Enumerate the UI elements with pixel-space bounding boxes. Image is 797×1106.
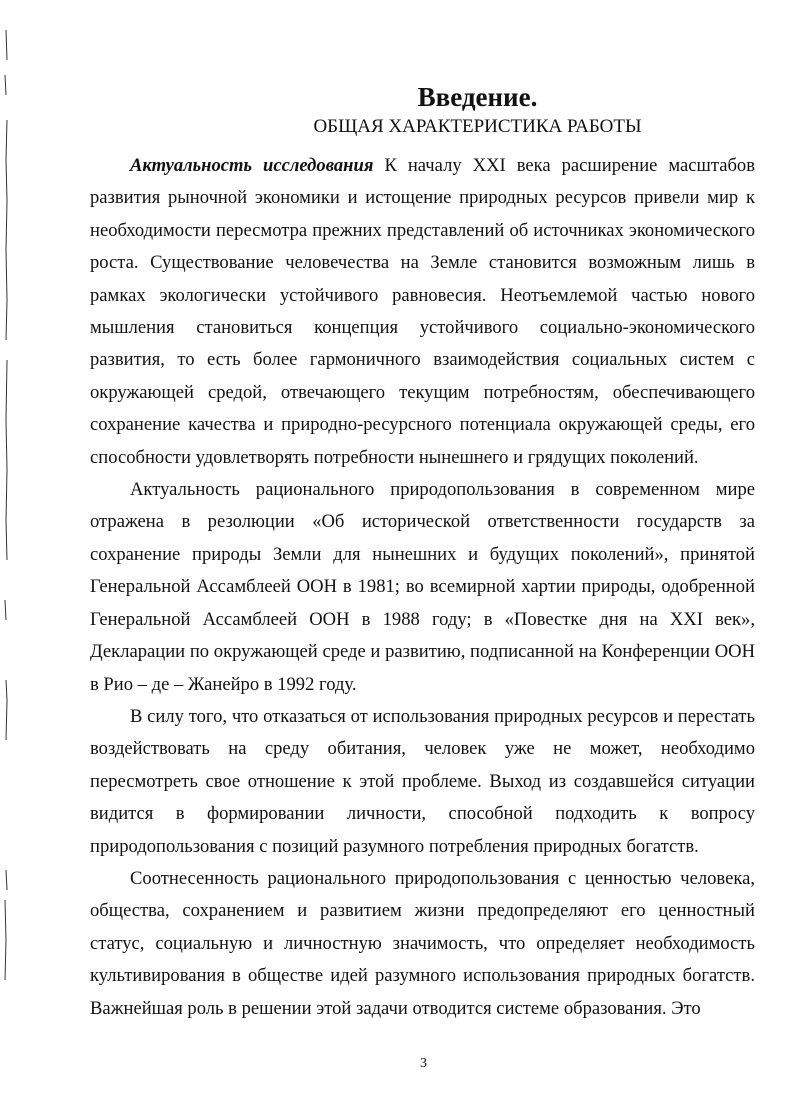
page-subtitle: ОБЩАЯ ХАРАКТЕРИСТИКА РАБОТЫ <box>313 116 642 137</box>
paragraph-text: К началу XXI века расширение масштабов развития рыночной экономики и истощение природных ресурсов привели мир к необходимости пересмотра прежних представлений об источниках экономического роста. Существование человечества на Земле становится возможным лишь в рамках экологически устойчивого равновесия. Неотъемлемой частью нового мышления становиться концепция устойчивого социально-экономического развития, то есть более гармоничного взаимодействия социальных систем с окружающей средой, отвечающего текущим потребностям, обеспечивающего сохранение качества и природно-ресурсного потенциала окружающей среды, его способности удовлетворять потребности нынешнего и грядущих поколений. <box>90 155 756 468</box>
paragraph-3: В силу того, что отказаться от использования природных ресурсов и перестать воздействовать на среду обитания, человек уже не может, необходимо пересмотреть свое отношение к этой проблеме. Выход из создавшейся ситуации видится в формировании личности, способной подходить к вопросу природопользования с позиций разумного потребления природных богатств. <box>90 705 755 857</box>
page-number: 3 <box>420 1056 427 1071</box>
page-title: Введение. <box>417 82 538 112</box>
document-page <box>90 80 755 1025</box>
paragraph-1 <box>90 150 755 474</box>
paragraph-2: Актуальность рационального природопользования в современном мире отражена в резолюции «Об исторической ответственности государств за сохранение природы Земли для нынешних и будущих поколений», принятой Генеральной Ассамблеей ООН в 1981; во всемирной хартии природы, одобренной Генеральной Ассамблеей ООН в 1988 году; в «Повестке дня на XXI век», Декларации по окружающей среде и развитию, подписанной на Конференции ООН в Рио – де – Жанейро в 1992 году. <box>90 479 755 695</box>
paragraph-lead: Актуальность исследования <box>130 155 374 176</box>
paragraph-4: Соотнесенность рационального природопользования с ценностью человека, общества, сохранением и развитием жизни предопределяют его ценностный статус, социальную и личностную значимость, что определяет необходимость культивирования в обществе идей разумного использования природных богатств. Важнейшая роль в решении этой задачи отводится системе образования. Это <box>90 867 755 1019</box>
scan-edge-marks <box>0 0 12 1106</box>
